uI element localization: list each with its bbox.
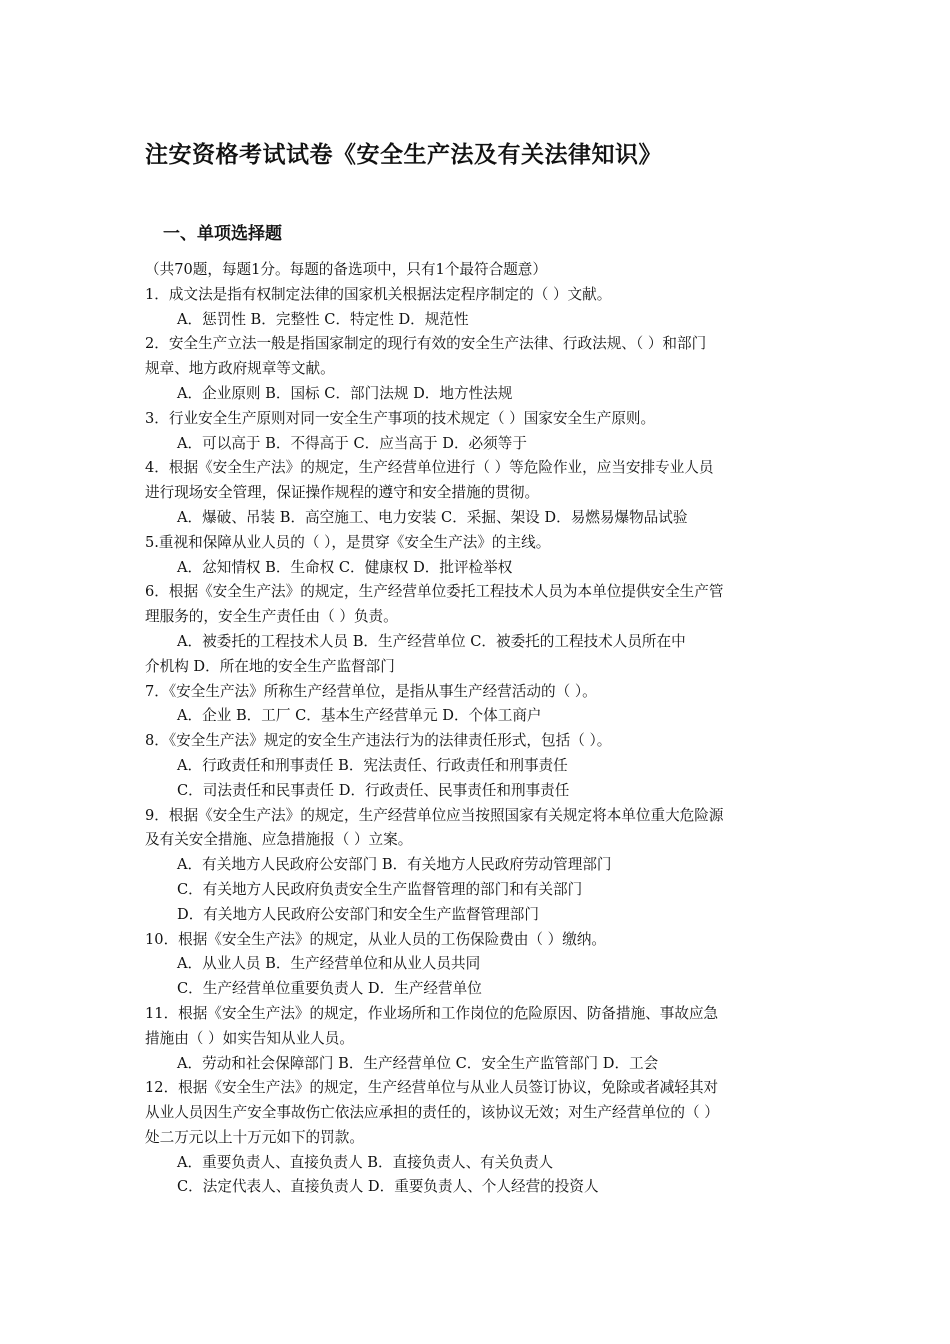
section-note: （共70题，每题1分。每题的备选项中，只有1个最符合题意） [145, 261, 547, 278]
question-options: A．从业人员 B．生产经营单位和从业人员共同 [177, 955, 481, 973]
question-text: 进行现场安全管理，保证操作规程的遵守和安全措施的贯彻。 [145, 484, 540, 502]
question-text: 理服务的，安全生产责任由（ ）负责。 [145, 608, 398, 626]
question-text: 12．根据《安全生产法》的规定，生产经营单位与从业人员签订协议，免除或者减轻其对 [145, 1079, 719, 1097]
question-options-continued: 介机构 D．所在地的安全生产监督部门 [145, 657, 395, 675]
page-title: 注安资格考试试卷《安全生产法及有关法律知识》 [145, 142, 662, 168]
question-options: A．行政责任和刑事责任 B．宪法责任、行政责任和刑事责任 [177, 756, 568, 774]
question-10 [145, 928, 810, 1002]
question-text: 10．根据《安全生产法》的规定，从业人员的工伤保险费由（ ）缴纳。 [145, 930, 607, 948]
question-text: 1．成文法是指有权制定法律的国家机关根据法定程序制定的（ ）文献。 [145, 285, 612, 303]
question-options: C．法定代表人、直接负责人 D．重要负责人、个人经营的投资人 [177, 1178, 599, 1196]
question-1 [145, 283, 810, 333]
question-options: A．惩罚性 B．完整性 C．特定性 D．规范性 [177, 310, 469, 328]
question-list [145, 258, 810, 1200]
question-options: A．企业原则 B．国标 C．部门法规 D．地方性法规 [177, 384, 513, 402]
question-text: 3．行业安全生产原则对同一安全生产事项的技术规定（ ）国家安全生产原则。 [145, 409, 656, 427]
question-options: C．生产经营单位重要负责人 D．生产经营单位 [177, 980, 482, 998]
question-text: 及有关安全措施、应急措施报（ ）立案。 [145, 831, 413, 849]
question-8 [145, 729, 810, 803]
question-text: 7．《安全生产法》所称生产经营单位，是指从事生产经营活动的（ ）。 [145, 682, 597, 700]
question-options: A．可以高于 B．不得高于 C．应当高于 D．必须等于 [177, 434, 527, 452]
question-options: C．有关地方人民政府负责安全生产监督管理的部门和有关部门 [177, 880, 583, 898]
question-text: 8．《安全生产法》规定的安全生产违法行为的法律责任形式，包括（ ）。 [145, 732, 612, 750]
question-text: 2．安全生产立法一般是指国家制定的现行有效的安全生产法律、行政法规、（ ）和部门 [145, 335, 707, 353]
question-7 [145, 680, 810, 730]
question-options: A．爆破、吊装 B．高空施工、电力安装 C．采掘、架设 D．易燃易爆物品试验 [177, 508, 688, 526]
question-6 [145, 580, 810, 679]
question-2 [145, 332, 810, 406]
question-options: A．劳动和社会保障部门 B．生产经营单位 C．安全生产监管部门 D．工会 [177, 1054, 659, 1072]
question-text: 9．根据《安全生产法》的规定，生产经营单位应当按照国家有关规定将本单位重大危险源 [145, 806, 724, 824]
question-text: 4．根据《安全生产法》的规定，生产经营单位进行（ ）等危险作业，应当安排专业人员 [145, 459, 714, 477]
question-text: 措施由（ ）如实告知从业人员。 [145, 1029, 354, 1047]
question-text: 处二万元以上十万元如下的罚款。 [145, 1128, 364, 1146]
section-heading: 一、单项选择题 [163, 224, 282, 244]
question-5 [145, 531, 810, 581]
question-4 [145, 456, 810, 530]
question-text: 规章、地方政府规章等文献。 [145, 360, 335, 378]
question-options: A．企业 B．工厂 C．基本生产经营单元 D．个体工商户 [177, 707, 542, 725]
question-options: A．被委托的工程技术人员 B．生产经营单位 C．被委托的工程技术人员所在中 [177, 632, 686, 650]
question-text: 从业人员因生产安全事故伤亡依法应承担的责任的，该协议无效；对生产经营单位的（ ） [145, 1104, 719, 1122]
question-options: A．忿知情权 B．生命权 C．健康权 D．批评检举权 [177, 558, 513, 576]
question-options: C．司法责任和民事责任 D．行政责任、民事责任和刑事责任 [177, 781, 570, 799]
question-text: 11．根据《安全生产法》的规定，作业场所和工作岗位的危险原因、防备措施、事故应急 [145, 1004, 719, 1022]
question-options: A．有关地方人民政府公安部门 B．有关地方人民政府劳动管理部门 [177, 856, 612, 874]
question-text: 6．根据《安全生产法》的规定，生产经营单位委托工程技术人员为本单位提供安全生产管 [145, 583, 724, 601]
question-12 [145, 1076, 810, 1200]
question-11 [145, 1002, 810, 1076]
question-3 [145, 407, 810, 457]
question-9 [145, 804, 810, 928]
question-options: D．有关地方人民政府公安部门和安全生产监督管理部门 [177, 905, 539, 923]
question-options: A．重要负责人、直接负责人 B．直接负责人、有关负责人 [177, 1153, 554, 1171]
question-text: 5.重视和保障从业人员的（ ），是贯穿《安全生产法》的主线。 [145, 533, 551, 551]
